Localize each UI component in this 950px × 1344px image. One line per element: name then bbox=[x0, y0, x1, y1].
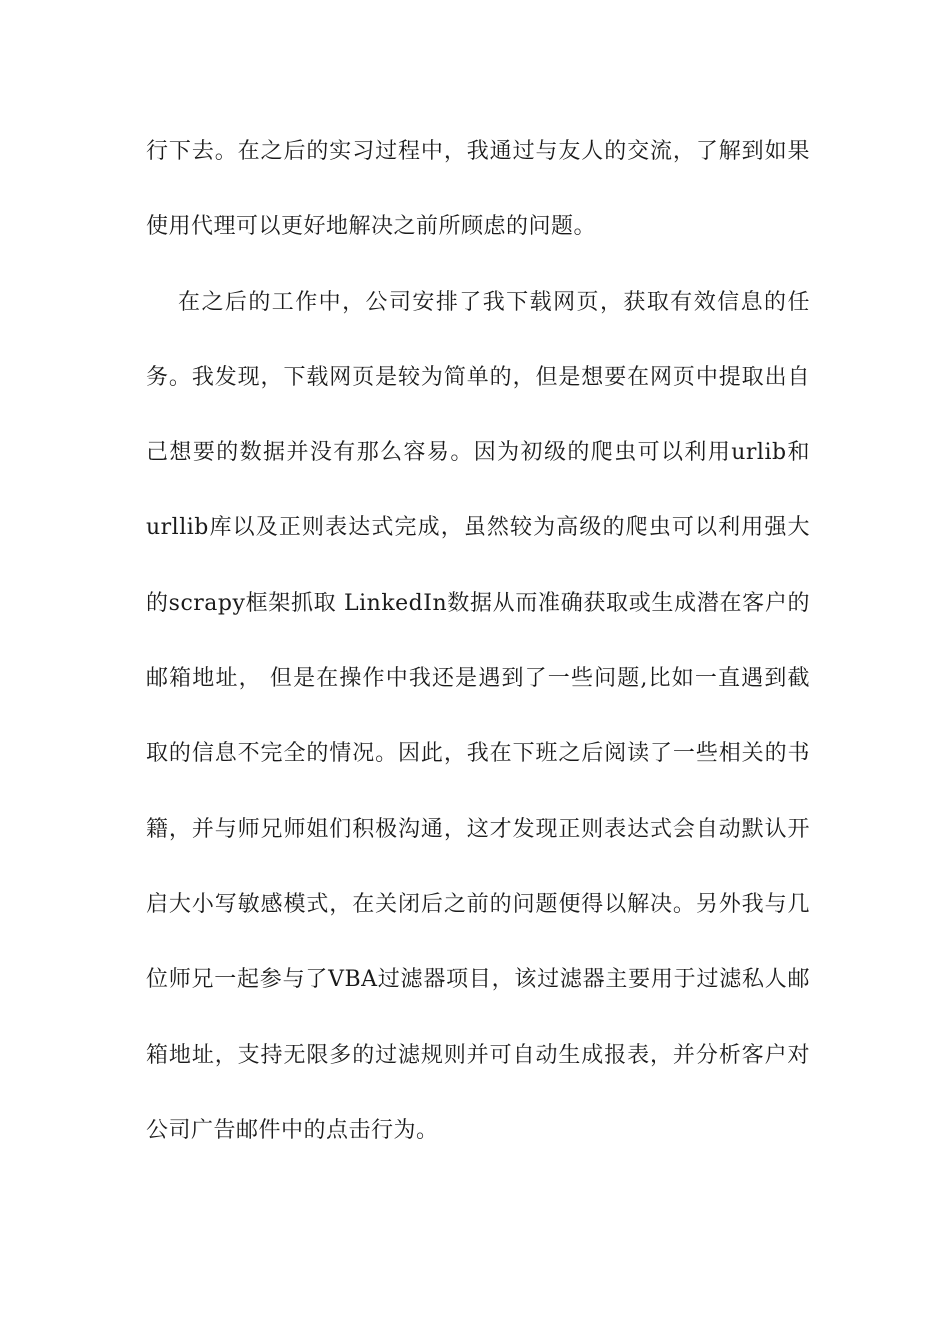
paragraph-line: 的scrapy框架抓取 LinkedIn数据从而准确获取或生成潜在客户的 bbox=[146, 591, 810, 616]
paragraph-line: 邮箱地址， 但是在操作中我还是遇到了一些问题,比如一直遇到截 bbox=[146, 666, 810, 691]
paragraph-line: 行下去。在之后的实习过程中，我通过与友人的交流，了解到如果 bbox=[146, 139, 810, 164]
paragraph-line: urllib库以及正则表达式完成，虽然较为高级的爬虫可以利用强大 bbox=[146, 515, 810, 540]
paragraph-line: 务。我发现，下载网页是较为简单的，但是想要在网页中提取出自 bbox=[146, 365, 810, 390]
paragraph-line: 使用代理可以更好地解决之前所顾虑的问题。 bbox=[146, 214, 597, 239]
paragraph-line: 在之后的工作中，公司安排了我下载网页，获取有效信息的任 bbox=[178, 290, 810, 315]
paragraph-line: 取的信息不完全的情况。因此，我在下班之后阅读了一些相关的书 bbox=[146, 741, 810, 766]
paragraph-line: 公司广告邮件中的点击行为。 bbox=[146, 1118, 439, 1143]
paragraph-line: 位师兄一起参与了VBA过滤器项目，该过滤器主要用于过滤私人邮 bbox=[146, 967, 810, 992]
paragraph-line: 箱地址，支持无限多的过滤规则并可自动生成报表，并分析客户对 bbox=[146, 1043, 810, 1068]
paragraph-line: 己想要的数据并没有那么容易。因为初级的爬虫可以利用urlib和 bbox=[146, 440, 810, 465]
paragraph-line: 籍，并与师兄师姐们积极沟通，这才发现正则表达式会自动默认开 bbox=[146, 817, 810, 842]
paragraph-line: 启大小写敏感模式，在关闭后之前的问题便得以解决。另外我与几 bbox=[146, 892, 810, 917]
